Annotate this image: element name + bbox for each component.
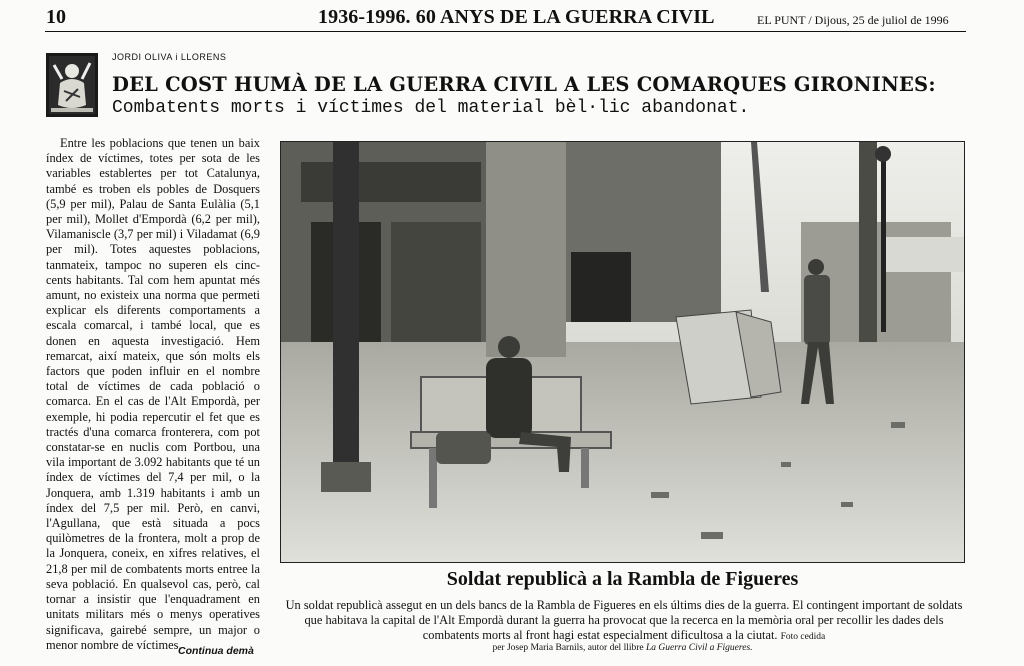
- header-divider: [45, 31, 966, 32]
- headline: DEL COST HUMÀ DE LA GUERRA CIVIL A LES COMARQUES GIRONINES:: [112, 73, 936, 96]
- subheadline: Combatents morts i víctimes del material bèl·lic abandonat.: [112, 98, 750, 118]
- publication-date: EL PUNT / Dijous, 25 de juliol de 1996: [757, 13, 949, 27]
- photo-caption-title: Soldat republicà a la Rambla de Figueres: [446, 568, 799, 590]
- photo-caption: [284, 598, 964, 645]
- photo-caption-text: Un soldat republicà assegut en un dels bancs de la Rambla de Figueres en els últims dies de la guerra. El contingent important de soldats que habitava la capital de l'Alt Empordà durant la guerra ha provocat que la recerca en la memòria oral per recollir les dades dels combatents morts al front hagi estat especialment dificultosa a la ciutat.: [285, 598, 963, 642]
- photo-credit-prefix: per Josep Maria Barnils, autor del llibre: [492, 643, 644, 653]
- photo-credit: [280, 643, 965, 653]
- article-body: Entre les poblacions que tenen un baix índex de víctimes, totes per sota de les variables establertes per tot Catalunya, també es troben els pobles de Dosquers (5,9 per mil), Palau de Santa Eulàlia (5,1 per mil), Mollet d'Empordà (6,2 per mil), Vilamaniscle (3,7 per mil) i Viladamat (6,9 per mil). Totes aquestes poblacions, tanmateix, tampoc no superen els cinc-cents habitants. Tal com hem apuntat més amunt, no existeix una norma que permeti explicar els diferents comportaments a escala comarcal, i també local, que es donen en aquesta investigació. Hem remarcat, així mateix, que són molts els factors que poden influir en el nombre total de víctimes de cada població o comarca. En el cas de l'Alt Empordà, per exemple, hi podia repercutir el fet que es tractés d'una comarca fronterera, com pot constatar-se en nuclis com Portbou, una vila important de 3.092 habitants que té un índex de víctimes del 7,4 per mil, o la Jonquera, amb 1.319 habitants i amb un índex del 7,5 per mil. Però, en canvi, l'Agullana, que està situada a pocs quilòmetres de la frontera, molt a prop de la Jonquera, coneix, en xifres relatives, el 21,8 per mil de combatents morts entree la seva població. En qualsevol cas, però, cal tornar a insistir que l'enquadrament en unitats militars més o menys operatives significava, gairebé sempre, un major o menor nombre de víctimes.: [46, 136, 260, 652]
- byline: JORDI OLIVA i LLORENS: [112, 52, 227, 62]
- news-photo: [280, 141, 965, 563]
- continued-note: Continua demà: [178, 645, 254, 657]
- photo-credit-book: La Guerra Civil a Figueres.: [646, 643, 753, 653]
- section-title: 1936-1996. 60 ANYS DE LA GUERRA CIVIL: [318, 6, 715, 28]
- series-logo-icon: [46, 53, 98, 117]
- photo-credit-label: Foto cedida: [780, 632, 826, 642]
- page-number: 10: [46, 6, 66, 28]
